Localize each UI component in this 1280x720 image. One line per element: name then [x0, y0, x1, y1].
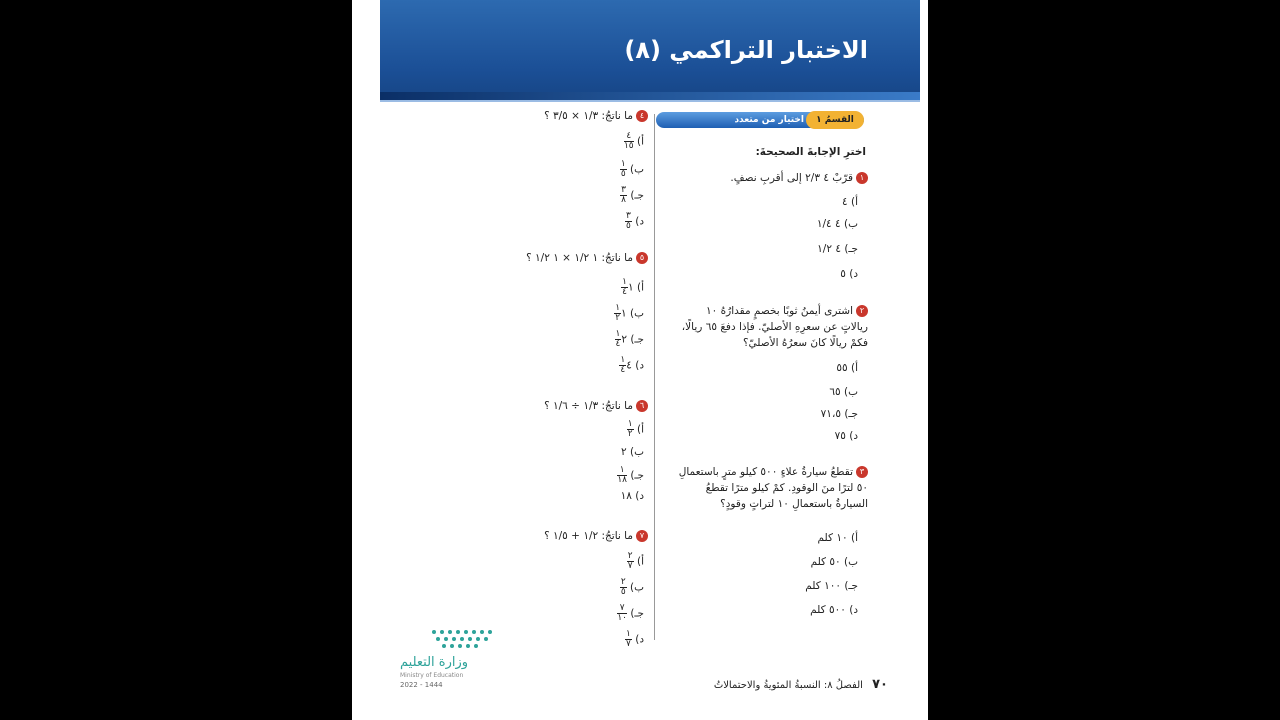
- option-value: ٦٥: [829, 386, 841, 398]
- numerator: ١: [620, 159, 626, 169]
- question-text: ما ناتجُ: ١/٣ × ٣/٥ ؟: [544, 110, 633, 122]
- option-letter: جـ): [844, 580, 858, 592]
- option-letter: د): [635, 490, 644, 502]
- page-title: الاختبار التراكمي (٨): [624, 36, 868, 64]
- option-value: ٤: [842, 196, 848, 208]
- page-footer: [714, 677, 888, 692]
- column-divider: [654, 114, 655, 640]
- option-value: ٤ ١/٤: [816, 218, 841, 230]
- textbook-page: [352, 0, 928, 720]
- denominator: ١٨: [617, 475, 627, 485]
- numerator: ١: [627, 419, 633, 429]
- option-letter: د): [849, 268, 858, 280]
- option-letter: جـ): [844, 408, 858, 420]
- answer-option: [624, 132, 644, 151]
- question-1: [648, 170, 868, 186]
- question-text: تقطعُ سيارةُ علاءٍ ٥٠٠ كيلو مترٍ باستعمالِ ٥٠ لترًا منَ الوقودِ. كمْ كيلو مترًا تقطعُ السيارةُ باستعمالِ ١٠ لتراتٍ وقودٍ؟: [678, 466, 868, 510]
- option-letter: أ): [636, 423, 644, 436]
- option-letter: أ): [850, 362, 858, 374]
- option-letter: أ): [850, 196, 858, 208]
- option-fraction: [627, 420, 634, 439]
- option-value: ١٨: [620, 490, 632, 502]
- option-fraction: [624, 132, 634, 151]
- question-5: [448, 250, 648, 266]
- option-fraction: [614, 304, 621, 323]
- option-letter: ب): [844, 218, 858, 230]
- option-fraction: [627, 552, 634, 571]
- answer-option: [817, 243, 858, 255]
- denominator: ٢: [627, 429, 633, 439]
- question-text: ما ناتجُ: ١ ١/٢ × ١ ١/٢ ؟: [526, 252, 633, 264]
- answer-option: [842, 196, 858, 208]
- answer-option: [620, 160, 644, 179]
- option-value: ٧٥: [834, 430, 846, 442]
- numerator: ٢: [620, 577, 626, 587]
- option-whole: ٢: [621, 333, 627, 346]
- question-2: [678, 303, 868, 351]
- question-3: [678, 464, 868, 512]
- option-letter: جـ): [844, 243, 858, 255]
- answer-option: [625, 630, 644, 649]
- answer-option: [821, 408, 858, 420]
- question-text: ما ناتجُ: ١/٢ + ١/٥ ؟: [544, 530, 633, 542]
- numerator: ٢: [627, 551, 633, 561]
- option-letter: جـ): [630, 607, 644, 620]
- question-number: ٦: [636, 400, 648, 412]
- numerator: ١: [615, 303, 621, 313]
- option-letter: ب): [630, 163, 644, 176]
- numerator: ٣: [621, 185, 626, 195]
- option-whole: ١: [628, 281, 634, 294]
- denominator: ٧: [626, 639, 631, 649]
- option-value: ٢: [621, 446, 627, 458]
- option-letter: د): [635, 215, 644, 228]
- answer-option: [840, 268, 858, 280]
- option-letter: أ): [636, 555, 644, 568]
- option-fraction: [620, 186, 627, 205]
- answer-option: [817, 218, 858, 230]
- page-number: ٧٠: [872, 677, 888, 692]
- denominator: ٤: [622, 287, 627, 297]
- answer-option: [621, 490, 644, 502]
- answer-option: [621, 278, 644, 297]
- instruction: اخترِ الإجابةَ الصحيحةَ:: [755, 146, 866, 158]
- option-letter: ب): [630, 307, 644, 320]
- option-letter: أ): [636, 135, 644, 148]
- option-letter: جـ): [630, 333, 644, 346]
- numerator: ١: [617, 466, 627, 476]
- option-letter: د): [635, 633, 644, 646]
- question-number: ٤: [636, 110, 648, 122]
- answer-option: [805, 580, 858, 592]
- answer-option: [620, 186, 644, 205]
- option-value: ١٠٠ كلم: [805, 580, 841, 592]
- option-letter: جـ): [630, 469, 644, 482]
- option-fraction: [625, 212, 632, 231]
- option-letter: ب): [630, 581, 644, 594]
- option-fraction: [617, 466, 627, 485]
- option-value: ٥: [840, 268, 846, 280]
- option-fraction: [617, 604, 627, 623]
- ministry-name-ar: وزارة التعليم: [400, 655, 469, 670]
- option-value: ٥٠ كلم: [810, 556, 841, 568]
- question-7: [448, 528, 648, 544]
- option-letter: ب): [844, 386, 858, 398]
- question-text: ما ناتجُ: ١/٣ ÷ ١/٦ ؟: [544, 400, 633, 412]
- question-text: اشترى أيمنُ ثوبًا بخصمٍ مقدارُهُ ١٠ ريالاتٍ عن سعرِهِ الأصليّ. فإذا دفعَ ٦٥ ريالًا، فكمْ ريالًا كانَ سعرُهُ الأصليّ؟: [681, 305, 868, 349]
- option-letter: أ): [636, 281, 644, 294]
- numerator: ٧: [617, 604, 627, 614]
- denominator: ٨: [621, 195, 626, 205]
- section-label: اختيار من متعدد: [734, 115, 804, 125]
- option-fraction: [625, 630, 632, 649]
- option-fraction: [621, 278, 628, 297]
- denominator: ٥: [626, 221, 631, 231]
- denominator: ١٥: [623, 141, 634, 151]
- question-4: [448, 108, 648, 124]
- section-tab: القسمُ ١: [806, 111, 864, 129]
- numerator: ١: [615, 329, 621, 339]
- numerator: ١: [622, 277, 627, 287]
- option-letter: د): [849, 604, 858, 616]
- answer-option: [620, 578, 644, 597]
- chapter-title: الفصلُ ٨: النسبةُ المئويةُ والاحتمالاتُ: [713, 680, 863, 691]
- ministry-name-en: Ministry of Education: [400, 672, 464, 679]
- question-6: [448, 398, 648, 414]
- denominator: ٥: [620, 587, 626, 597]
- option-value: ٤ ١/٢: [817, 243, 841, 255]
- option-letter: ب): [630, 446, 644, 458]
- answer-option: [627, 552, 644, 571]
- answer-option: [811, 556, 858, 568]
- denominator: ٢: [615, 313, 621, 323]
- option-letter: جـ): [630, 189, 644, 202]
- denominator: ١٠: [617, 613, 627, 623]
- numerator: ١: [620, 355, 626, 365]
- question-number: ٣: [856, 466, 868, 478]
- denominator: ٥: [620, 169, 626, 179]
- header-underline: [380, 92, 920, 102]
- option-letter: د): [849, 430, 858, 442]
- option-fraction: [620, 578, 627, 597]
- option-fraction: [620, 160, 627, 179]
- edition-year: 2022 - 1444: [400, 681, 443, 689]
- numerator: ٤: [624, 132, 634, 142]
- answer-option: [615, 330, 645, 349]
- answer-option: [617, 466, 644, 485]
- question-number: ٥: [636, 252, 648, 264]
- ministry-logo-icon: [430, 628, 496, 650]
- option-value: ٥٠٠ كلم: [810, 604, 846, 616]
- option-letter: أ): [850, 532, 858, 544]
- answer-option: [627, 420, 644, 439]
- option-whole: ١: [621, 307, 627, 320]
- answer-option: [818, 532, 858, 544]
- answer-option: [614, 304, 644, 323]
- answer-option: [810, 604, 858, 616]
- question-text: قرّبْ ٤ ٢/٣ إلى أقربِ نصفٍ.: [730, 172, 853, 184]
- denominator: ٤: [615, 339, 621, 349]
- option-value: ١٠ كلم: [817, 532, 848, 544]
- option-letter: د): [635, 359, 644, 372]
- question-number: ٢: [856, 305, 868, 317]
- answer-option: [829, 386, 858, 398]
- answer-option: [621, 446, 644, 458]
- numerator: ١: [626, 629, 631, 639]
- question-number: ١: [856, 172, 868, 184]
- option-whole: ٤: [626, 359, 632, 372]
- answer-option: [625, 212, 644, 231]
- option-value: ٥٥: [836, 362, 848, 374]
- answer-option: [835, 430, 858, 442]
- answer-option: [619, 356, 644, 375]
- answer-option: [836, 362, 858, 374]
- denominator: ٧: [627, 561, 633, 571]
- option-letter: ب): [844, 556, 858, 568]
- option-value: ٧١،٥: [820, 408, 841, 420]
- numerator: ٣: [626, 211, 631, 221]
- denominator: ٤: [620, 365, 626, 375]
- question-number: ٧: [636, 530, 648, 542]
- answer-option: [617, 604, 644, 623]
